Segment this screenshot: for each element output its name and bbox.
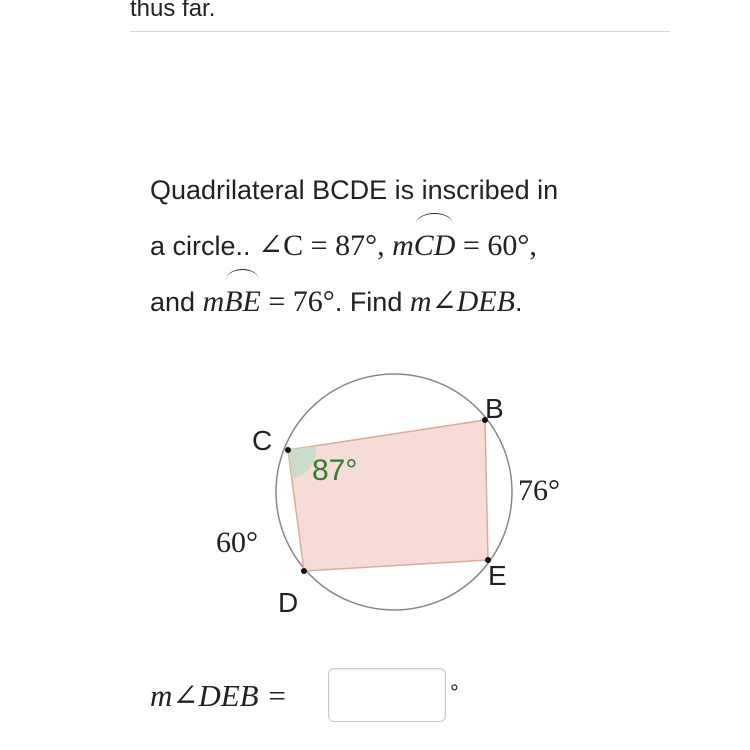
problem-line-3-end: . — [514, 287, 523, 317]
arc-cd-label: 60° — [216, 526, 258, 559]
problem-line-2 — [150, 218, 670, 274]
vertex-label-b: B — [485, 393, 504, 424]
comma-1: , — [377, 229, 393, 262]
arc-cd: CD — [414, 218, 456, 274]
arc-cd-value: = 60° — [455, 229, 530, 262]
problem-statement — [150, 162, 670, 330]
vertex-label-d: D — [278, 587, 299, 618]
vertex-label-c: C — [252, 425, 273, 456]
comma-2: , — [529, 229, 537, 262]
arc-be-label: 76° — [518, 474, 560, 507]
target-angle: m∠DEB — [409, 285, 515, 318]
problem-line-2-prefix: a circle.. — [150, 231, 259, 261]
angle-c-expression: ∠C = 87° — [258, 229, 378, 262]
quadrilateral-bcde — [288, 420, 488, 571]
vertex-c — [285, 447, 291, 453]
answer-input[interactable] — [328, 668, 446, 722]
vertex-label-e: E — [488, 560, 507, 591]
vertex-d — [301, 568, 307, 574]
arc-be: BE — [224, 274, 261, 330]
angle-c-label: 87° — [312, 454, 358, 487]
problem-line-3-mid: . Find — [334, 287, 410, 317]
previous-text: thus far. — [130, 0, 216, 22]
problem-line-3-prefix: and — [150, 287, 203, 317]
arc-be-m: m — [202, 285, 225, 318]
inscribed-quadrilateral-diagram — [200, 370, 600, 630]
answer-label: m∠DEB = — [150, 678, 288, 713]
divider — [130, 31, 670, 32]
arc-be-value: = 76° — [260, 285, 335, 318]
arc-cd-m: m — [392, 229, 414, 262]
problem-line-3 — [150, 274, 670, 330]
problem-line-1: Quadrilateral BCDE is inscribed in — [150, 175, 559, 205]
answer-row — [150, 664, 600, 726]
degree-unit: ° — [450, 680, 459, 705]
